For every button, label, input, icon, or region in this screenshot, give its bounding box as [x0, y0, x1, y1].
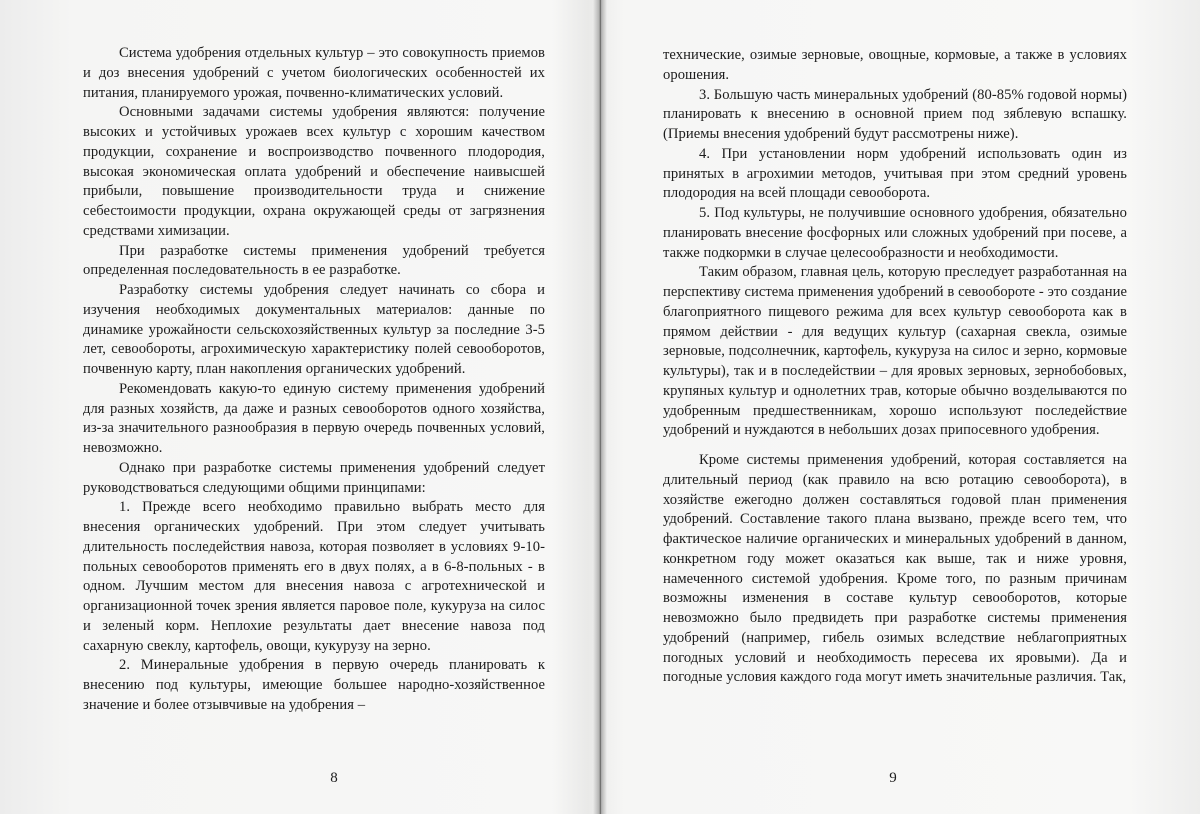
- paragraph: При разработке системы применения удобрений требуется определенная последовательность в ее разработке.: [83, 242, 545, 279]
- paragraph: Разработку системы удобрения следует начинать со сбора и изучения необходимых документальных материалов: данные по динамике урожайности сельскохозяйственных культур за последние 3-5 лет, севообороты, агрохимическую характеристику полей севооборотов, почвенную карту, план накопления органических удобрений.: [83, 282, 545, 377]
- paragraph: 5. Под культуры, не получившие основного удобрения, обязательно планировать внесение фосфорных или сложных удобрений при посеве, а также подкормки в случае целесообразности и необходимости.: [663, 205, 1127, 261]
- right-page: [605, 0, 1200, 814]
- page-number: 8: [330, 770, 338, 786]
- paragraph: 2. Минеральные удобрения в первую очередь планировать к внесению под культуры, имеющие большее народно-хозяйственное значение и более отзывчивые на удобрения –: [83, 657, 545, 713]
- paragraph: 3. Большую часть минеральных удобрений (80-85% годовой нормы) планировать к внесению в основной прием под зяблевую вспашку. (Приемы внесения удобрений будут рассмотрены ниже).: [663, 86, 1127, 142]
- left-page: [0, 0, 595, 814]
- paragraph: Рекомендовать какую-то единую систему применения удобрений для разных хозяйств, да даже и разных севооборотов одного хозяйства, из-за значительного разнообразия в первую очередь почвенных условий, невозможно.: [83, 380, 545, 456]
- paragraph: 1. Прежде всего необходимо правильно выбрать место для внесения органических удобрений. При этом следует учитывать длительность последействия навоза, которая позволяет в условиях 9-10-польных севооборотов применять его в двух полях, а в 6-8-польных - в одном. Лучшим местом для внесения навоза с агротехнической и организационной точек зрения является паровое поле, кукуруза на силос и зеленый корм. Неплохие результаты дает внесение навоза под сахарную свеклу, картофель, овощи, кукурузу на зерно.: [83, 499, 545, 654]
- paragraph: Однако при разработке системы применения удобрений следует руководствоваться следующими общими принципами:: [83, 459, 545, 496]
- paragraph: Основными задачами системы удобрения являются: получение высоких и устойчивых урожаев всех культур с хорошим качеством продукции, сохранение и воспроизводство почвенного плодородия, высокая экономическая оплата удобрений и обеспечение наивысшей прибыли, повышение производительности труда и снижение себестоимости продукции, охрана окружающей среды от загрязнения средствами химизации.: [83, 104, 545, 239]
- right-page-text: [663, 46, 1127, 688]
- paragraph: Кроме системы применения удобрений, которая составляется на длительный период (как правило на всю ротацию севооборота), в хозяйстве ежегодно должен составляться годовой план применения удобрений. Составление такого плана вызвано, прежде всего тем, что фактическое наличие органических и минеральных удобрений в данном, конкретном году может оказаться как выше, так и ниже уровня, намеченного системой удобрения. Кроме того, по разным причинам возможны изменения в составе культур севооборотов, которые невозможно было предвидеть при разработке системы применения удобрений (например, гибель озимых вследствие неблагоприятных погодных условий и необходимость пересева их яровыми). Да и погодные условия каждого года могут иметь значительные различия. Так,: [663, 452, 1127, 686]
- paragraph: 4. При установлении норм удобрений использовать один из принятых в агрохимии методов, учитывая при этом средний уровень плодородия на всей площади севооборота.: [663, 145, 1127, 202]
- left-page-text: [83, 44, 545, 716]
- paragraph: технические, озимые зерновые, овощные, кормовые, а также в условиях орошения.: [663, 47, 1127, 83]
- paragraph: Система удобрения отдельных культур – это совокупность приемов и доз внесения удобрений с учетом биологических особенностей их питания, планируемого урожая, почвенно-климатических условий.: [83, 45, 545, 101]
- page-number: 9: [889, 770, 897, 786]
- paragraph: Таким образом, главная цель, которую преследует разработанная на перспективу система применения удобрений в севообороте - это создание благоприятного пищевого режима для всех культур севооборота как в прямом действии - для ведущих культур (сахарная свекла, озимые зерновые, подсолнечник, картофель, кукуруза на силос и зерно, кормовые культуры), так и в последействии – для яровых зерновых, зернобобовых, крупяных культур и однолетних трав, которые обычно возделываются по удобренным предшественникам, хорошо используют последействие удобрений и нуждаются в небольших дозах припосевного удобрения.: [663, 264, 1127, 439]
